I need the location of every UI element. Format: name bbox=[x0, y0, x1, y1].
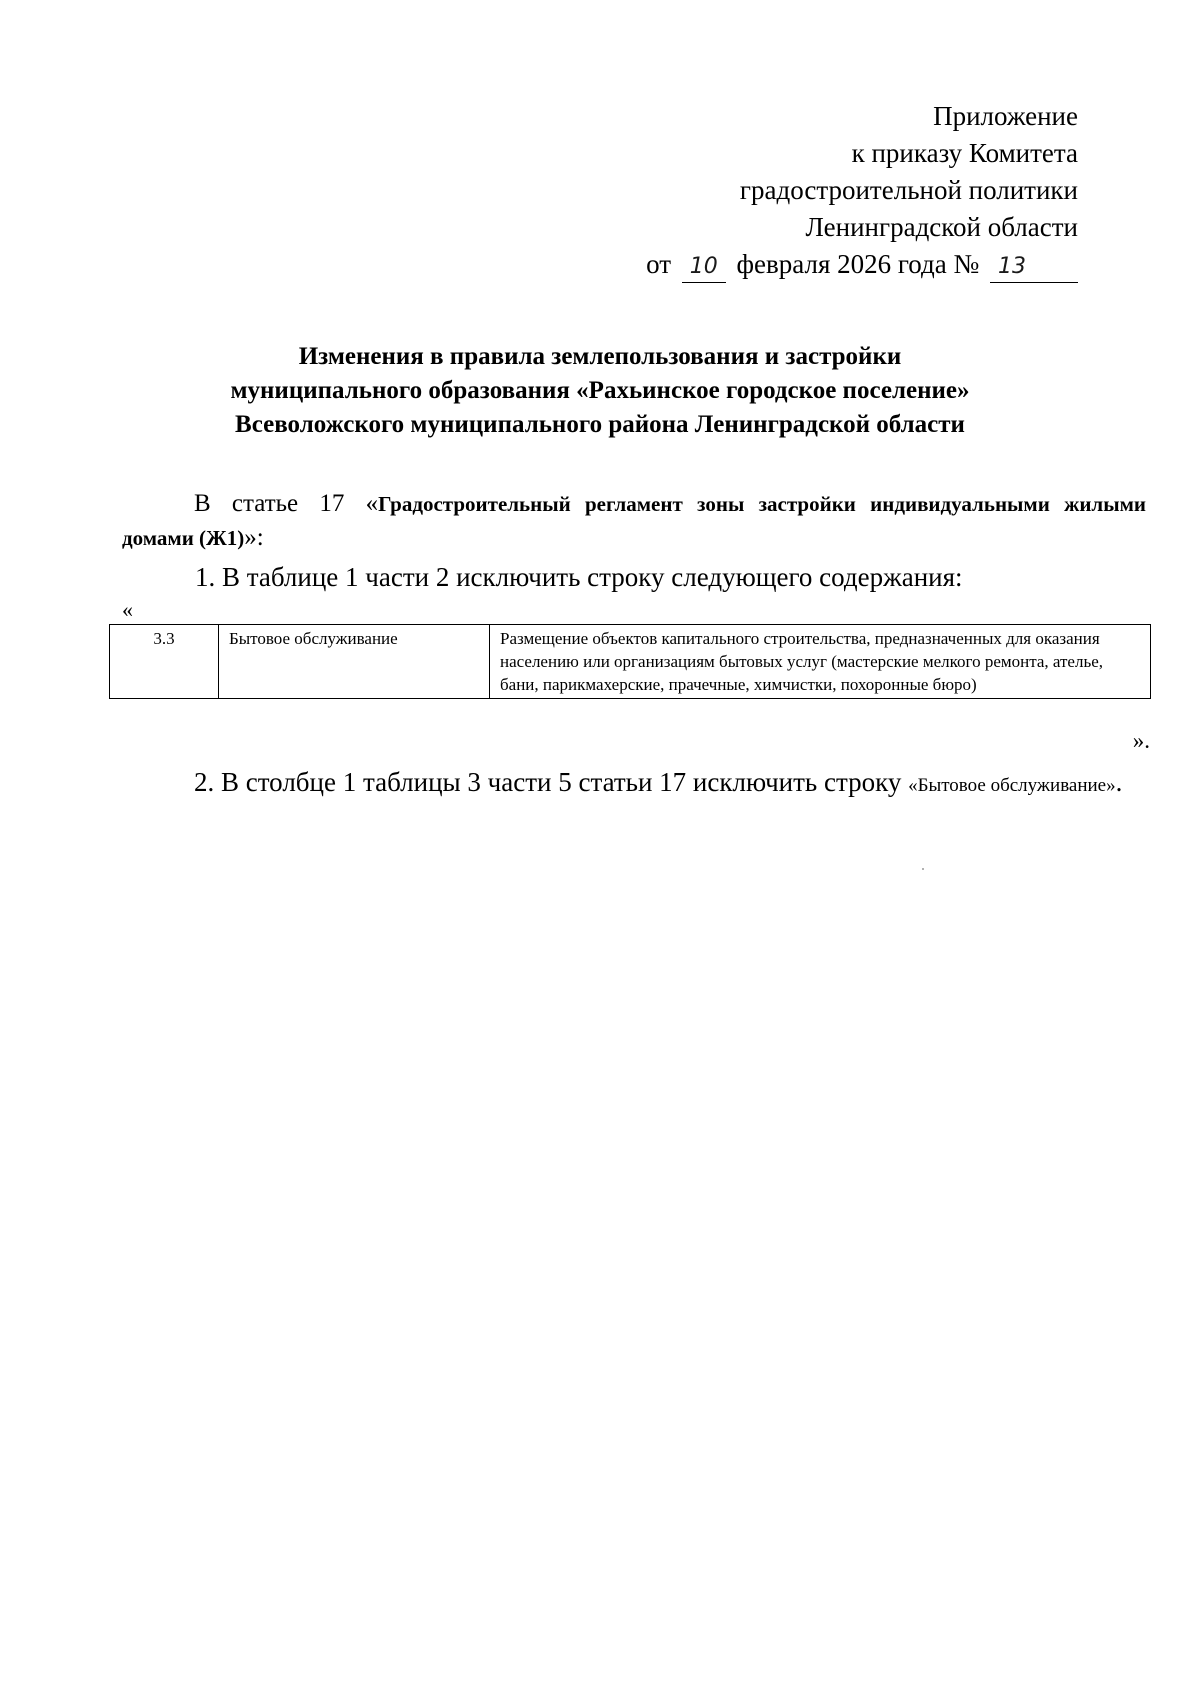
closing-quote: ». bbox=[1132, 728, 1150, 753]
excluded-row-table bbox=[109, 624, 1151, 699]
list-item-1: 1. В таблице 1 части 2 исключить строку следующего содержания: bbox=[195, 562, 963, 592]
appendix-line-1: Приложение bbox=[933, 101, 1078, 131]
opening-quote: « bbox=[122, 597, 133, 622]
appendix-line-3: градостроительной политики bbox=[739, 175, 1078, 205]
appendix-line-4: Ленинградской области bbox=[805, 212, 1078, 242]
handwritten-order-number: 13 bbox=[990, 252, 1078, 283]
article-title: Градостроительный регламент зоны застройки индивидуальными жилыми домами (Ж1) bbox=[122, 492, 1146, 550]
cell-description: Размещение объектов капитального строительства, предназначенных для оказания населению или организациям бытовых услуг (мастерские мелкого ремонта, ателье, бани, парикмахерские, прачечные, химчистки, похоронные бюро) bbox=[490, 625, 1151, 699]
title-line-3: Всеволожского муниципального района Ленинградской области bbox=[235, 411, 965, 438]
paragraph-article-17 bbox=[122, 487, 1146, 555]
document-title bbox=[0, 340, 1200, 442]
order-date-line bbox=[646, 246, 1078, 283]
list-item-2 bbox=[122, 765, 1146, 803]
title-line-1: Изменения в правила землепользования и застройки bbox=[298, 343, 902, 370]
date-middle: февраля 2026 года № bbox=[736, 249, 980, 279]
appendix-header bbox=[646, 98, 1078, 283]
cell-name: Бытовое обслуживание bbox=[219, 625, 490, 699]
table-row bbox=[110, 625, 1151, 699]
item2-quoted: «Бытовое обслуживание» bbox=[908, 775, 1116, 796]
appendix-line-2: к приказу Комитета bbox=[851, 138, 1078, 168]
item2-end: . bbox=[1115, 767, 1123, 797]
paragraph-lead: В статье 17 « bbox=[194, 490, 379, 517]
title-line-2: муниципального образования «Рахьинское городское поселение» bbox=[230, 377, 970, 404]
paragraph-tail: »: bbox=[244, 524, 264, 551]
date-prefix: от bbox=[646, 249, 672, 279]
item2-text: 2. В столбце 1 таблицы 3 части 5 статьи 17 исключить строку bbox=[194, 767, 909, 797]
cell-code: 3.3 bbox=[110, 625, 219, 699]
scan-speck bbox=[922, 868, 924, 870]
handwritten-day: 10 bbox=[682, 252, 726, 283]
